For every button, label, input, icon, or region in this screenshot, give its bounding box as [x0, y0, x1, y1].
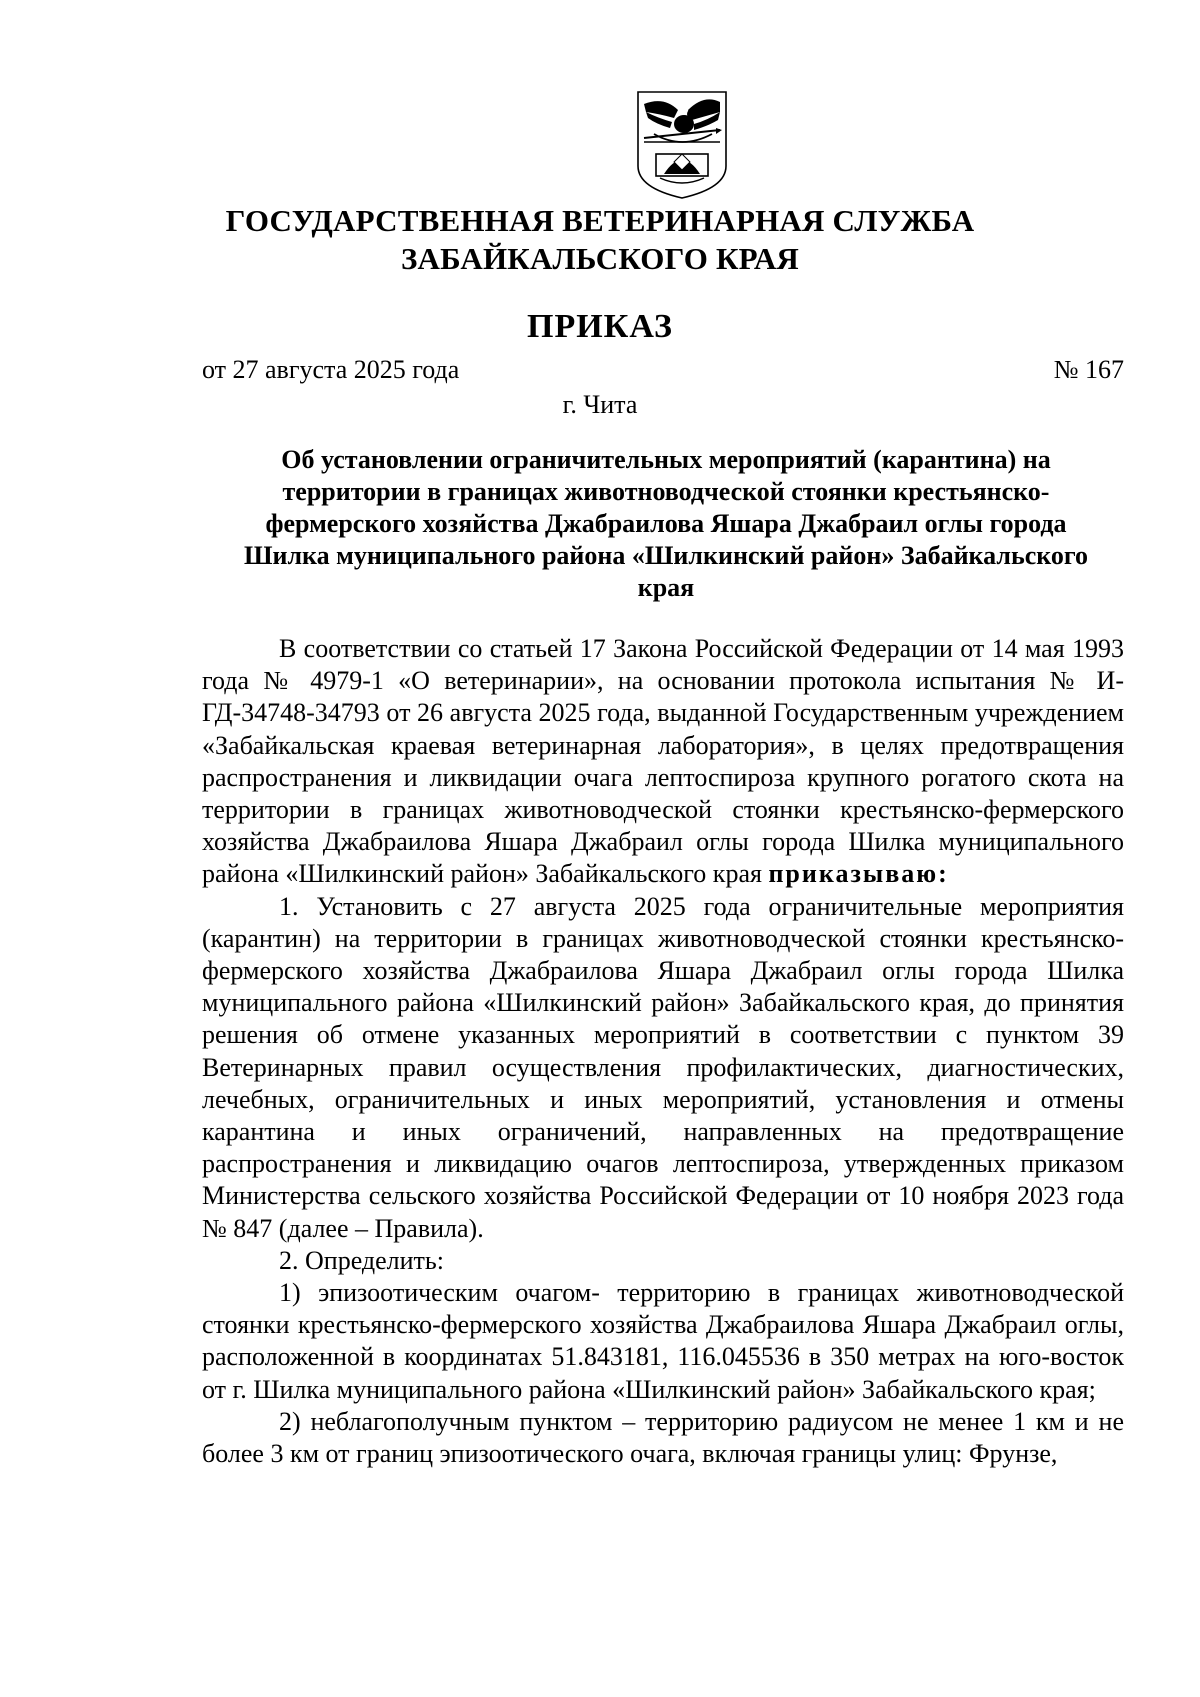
document-subject	[205, 444, 1127, 604]
item-2-1-paragraph: 1) эпизоотическим очагом- территорию в границах животноводческой стоянки крестьянско-фермерского хозяйства Джабраилова Яшара Джабраил оглы, расположенной в координатах 51.843181, 116.045536 в 350 метрах на юго-восток от г. Шилка муниципального района «Шилкинский район» Забайкальского края;	[202, 1278, 1124, 1404]
document-number: № 167	[1053, 355, 1124, 384]
item-1-paragraph: 1. Установить с 27 августа 2025 года ограничительные мероприятия (карантин) на территории в границах животноводческой стоянки крестьянско-фермерского хозяйства Джабраилова Яшара Джабраил оглы города Шилка муниципального района «Шилкинский район» Забайкальского края, до принятия решения об отмене указанных мероприятий в соответствии с пунктом 39 Ветеринарных правил осуществления профилактических, диагностических, лечебных, ограничительных и иных мероприятий, установления и отмены карантина и иных ограничений, направленных на предотвращение распространения и ликвидацию очагов лептоспироза, утвержденных приказом Министерства сельского хозяйства Российской Федерации от 10 ноября 2023 года № 847 (далее – Правила).	[202, 891, 1124, 1243]
preamble-paragraph	[202, 633, 1124, 891]
document-city: г. Чита	[562, 390, 638, 419]
subject-line: фермерского хозяйства Джабраилова Яшара Джабраил оглы города	[265, 509, 1067, 538]
organization-name-line1: ГОСУДАРСТВЕННАЯ ВЕТЕРИНАРНАЯ СЛУЖБА	[225, 203, 975, 238]
item-2-paragraph: 2. Определить:	[279, 1245, 444, 1275]
order-word: приказываю:	[768, 859, 949, 889]
subject-line: края	[637, 573, 695, 602]
subject-line: территории в границах животноводческой стоянки крестьянско-	[282, 477, 1050, 506]
document-date: от 27 августа 2025 года	[202, 355, 460, 384]
organization-name-line2: ЗАБАЙКАЛЬСКОГО КРАЯ	[400, 241, 800, 276]
item-2-2-paragraph: 2) неблагополучным пунктом – территорию радиусом не менее 1 км и не более 3 км от границ эпизоотического очага, включая границы улиц: Фрунзе,	[202, 1406, 1124, 1469]
subject-line: Об установлении ограничительных мероприятий (карантина) на	[281, 445, 1051, 474]
preamble-text: В соответствии со статьей 17 Закона Российской Федерации от 14 мая 1993 года № 4979-1 «О ветеринарии», на основании протокола испытания № И-ГД-34748-34793 от 26 августа 2025 года, выданной Государственным учреждением «Забайкальская краевая ветеринарная лаборатория», в целях предотвращения распространения и ликвидации очага лептоспироза крупного рогатого скота на территории в границах животноводческой стоянки крестьянско-фермерского хозяйства Джабраилова Яшара Джабраил оглы города Шилка муниципального района «Шилкинский район» Забайкальского края	[202, 634, 1124, 889]
organization-name	[180, 202, 1020, 278]
document-type-title: ПРИКАЗ	[527, 308, 673, 345]
document-body	[202, 633, 1124, 1470]
coat-of-arms-icon	[634, 88, 730, 200]
subject-line: Шилка муниципального района «Шилкинский район» Забайкальского	[243, 541, 1089, 570]
